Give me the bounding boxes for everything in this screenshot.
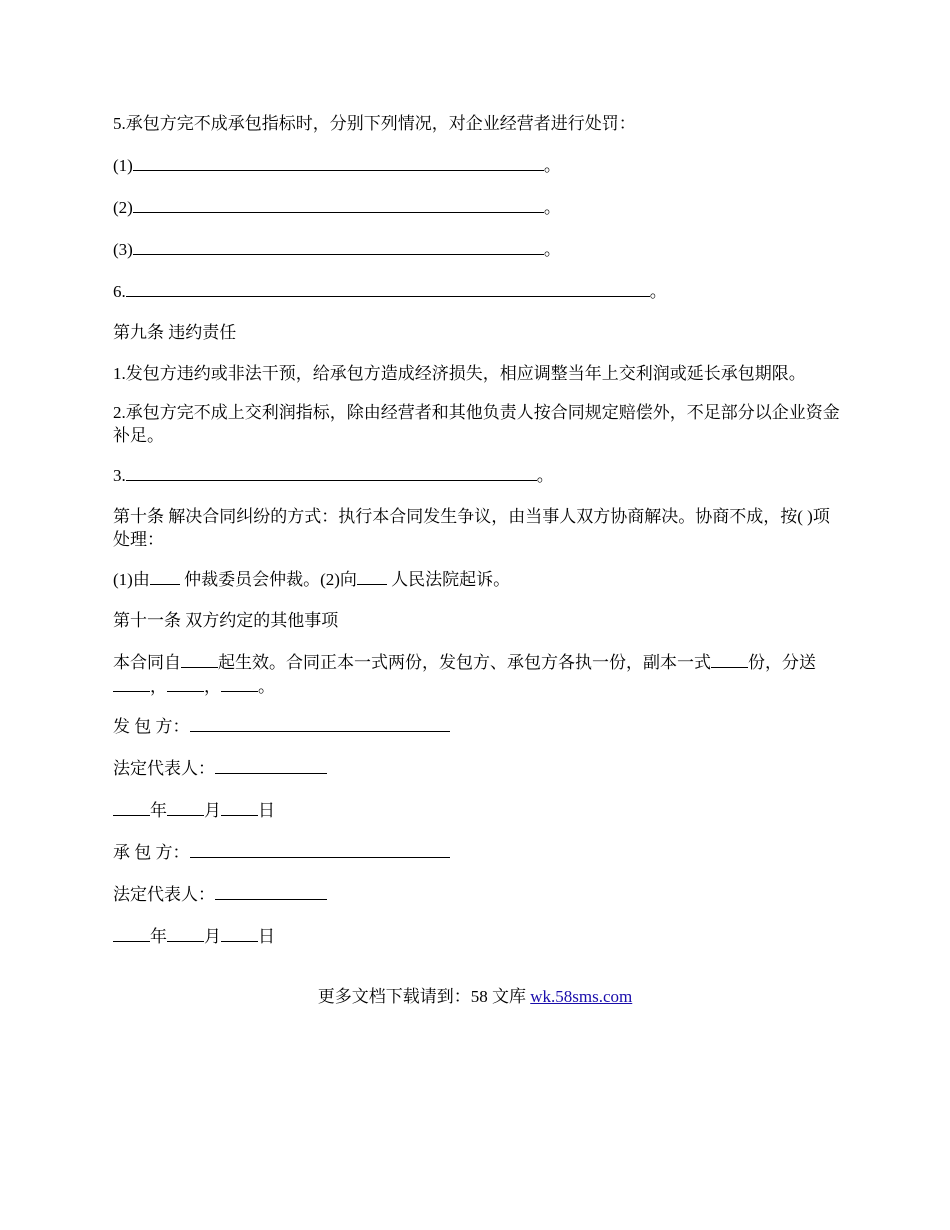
article-10-options — [113, 567, 841, 591]
party-b-field[interactable] — [190, 840, 450, 858]
sub-item-3-label: (3) — [113, 240, 133, 259]
blank-field[interactable] — [711, 650, 748, 668]
option-2-suffix: 人民法院起诉。 — [386, 570, 511, 589]
sub-item-2 — [113, 195, 841, 219]
effective-clause-part-1: 本合同自 — [113, 653, 181, 672]
effective-clause — [113, 650, 841, 698]
year-field[interactable] — [113, 924, 150, 942]
legal-rep-b-label: 法定代表人： — [113, 885, 215, 904]
item-6 — [113, 279, 841, 303]
article-11-title — [113, 609, 841, 632]
footer-link[interactable]: wk.58sms.com — [530, 987, 633, 1006]
period: 。 — [258, 677, 275, 696]
blank-field[interactable] — [221, 674, 258, 692]
month-label: 月 — [204, 927, 221, 946]
item-5 — [113, 112, 841, 135]
option-1-prefix: (1)由 — [113, 570, 150, 589]
option-1-suffix: 仲裁委员会仲裁。(2)向 — [179, 570, 357, 589]
article-9-item-1 — [113, 362, 841, 385]
blank-field[interactable] — [181, 650, 218, 668]
article-9-title — [113, 321, 841, 344]
month-label: 月 — [204, 801, 221, 820]
blank-field[interactable] — [133, 195, 544, 213]
year-label: 年 — [150, 801, 167, 820]
article-9-title-text: 第九条 违约责任 — [113, 323, 237, 342]
date-a-line — [113, 798, 841, 822]
blank-field[interactable] — [357, 567, 387, 585]
comma: ， — [204, 677, 221, 696]
comma: ， — [150, 677, 167, 696]
day-field[interactable] — [221, 798, 258, 816]
footer-text: 更多文档下载请到：58 文库 — [317, 987, 531, 1006]
article-11-title-text: 第十一条 双方约定的其他事项 — [113, 611, 339, 630]
article-10-text: 第十条 解决合同纠纷的方式：执行本合同发生争议，由当事人双方协商解决。协商不成，按( )项处理： — [113, 507, 830, 549]
party-a-field[interactable] — [190, 714, 450, 732]
month-field[interactable] — [167, 924, 204, 942]
item-6-label: 6. — [113, 282, 126, 301]
period: 。 — [543, 240, 561, 259]
legal-rep-a-field[interactable] — [215, 756, 327, 774]
day-field[interactable] — [221, 924, 258, 942]
article-9-item-2 — [113, 401, 841, 447]
sub-item-1-label: (1) — [113, 156, 133, 175]
blank-field[interactable] — [126, 279, 650, 297]
party-a-label: 发 包 方： — [113, 717, 190, 736]
article-10 — [113, 505, 841, 551]
article-9-item-2-text: 2.承包方完不成上交利润指标，除由经营者和其他负责人按合同规定赔偿外，不足部分以企业资金补足。 — [113, 403, 840, 445]
period: 。 — [536, 466, 554, 485]
blank-field[interactable] — [167, 674, 204, 692]
legal-rep-b-field[interactable] — [215, 882, 327, 900]
sub-item-1 — [113, 153, 841, 177]
article-9-item-1-text: 1.发包方违约或非法干预，给承包方造成经济损失，相应调整当年上交利润或延长承包期限。 — [113, 364, 806, 383]
blank-field[interactable] — [133, 153, 544, 171]
party-a-line — [113, 714, 841, 738]
date-b-line — [113, 924, 841, 948]
year-field[interactable] — [113, 798, 150, 816]
blank-field[interactable] — [126, 463, 537, 481]
blank-field[interactable] — [150, 567, 180, 585]
blank-field[interactable] — [113, 674, 150, 692]
legal-rep-a-line — [113, 756, 841, 780]
document-body — [113, 112, 841, 966]
year-label: 年 — [150, 927, 167, 946]
month-field[interactable] — [167, 798, 204, 816]
day-label: 日 — [258, 801, 275, 820]
day-label: 日 — [258, 927, 275, 946]
article-9-item-3-label: 3. — [113, 466, 126, 485]
blank-field[interactable] — [133, 237, 544, 255]
party-b-line — [113, 840, 841, 864]
period: 。 — [543, 198, 561, 217]
legal-rep-a-label: 法定代表人： — [113, 759, 215, 778]
party-b-label: 承 包 方： — [113, 843, 190, 862]
effective-clause-part-2: 起生效。合同正本一式两份，发包方、承包方各执一份，副本一式 — [218, 653, 711, 672]
period: 。 — [543, 156, 561, 175]
article-9-item-3 — [113, 463, 841, 487]
period: 。 — [649, 282, 667, 301]
sub-item-2-label: (2) — [113, 198, 133, 217]
legal-rep-b-line — [113, 882, 841, 906]
footer — [0, 982, 950, 1007]
effective-clause-part-3: 份，分送 — [748, 653, 816, 672]
item-5-text: 5.承包方完不成承包指标时，分别下列情况，对企业经营者进行处罚： — [113, 114, 636, 133]
sub-item-3 — [113, 237, 841, 261]
